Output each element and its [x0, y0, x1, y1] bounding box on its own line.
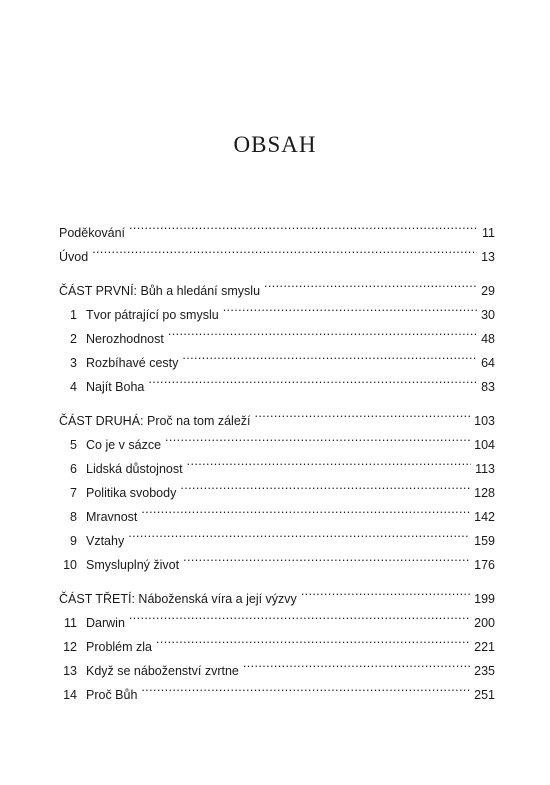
- dot-leader: [255, 401, 471, 425]
- section-spacer: [59, 261, 495, 271]
- toc-page-number: 128: [474, 486, 495, 500]
- chapter-title: Nerozhodnost: [86, 332, 164, 346]
- chapter-number: 8: [70, 510, 77, 524]
- dot-leader: [183, 545, 470, 569]
- chapter-number: 14: [63, 688, 77, 702]
- chapter-number: 4: [70, 380, 77, 394]
- toc-page-number: 142: [474, 510, 495, 524]
- chapter-title: Politika svobody: [86, 486, 177, 500]
- chapter-title: Najít Boha: [86, 380, 145, 394]
- dot-leader: [129, 603, 470, 627]
- chapter-title: Když se náboženství zvrtne: [86, 664, 239, 678]
- chapter-title: Rozbíhavé cesty: [86, 356, 179, 370]
- chapter-title: Problém zla: [86, 640, 152, 654]
- toc-page-number: 200: [474, 616, 495, 630]
- chapter-title: Smysluplný život: [86, 558, 180, 572]
- toc-page-number: 11: [482, 226, 495, 240]
- toc-part-label: ČÁST TŘETÍ: Náboženská víra a její výzvy: [59, 592, 297, 606]
- dot-leader: [223, 295, 477, 319]
- toc-part-heading: [59, 271, 495, 298]
- chapter-title: Lidská důstojnost: [86, 462, 183, 476]
- chapter-number: 3: [70, 356, 77, 370]
- toc-page-number: 103: [474, 414, 495, 428]
- toc-entry-label: Úvod: [59, 250, 89, 264]
- toc-page-number: 48: [481, 332, 495, 346]
- toc-part-label: ČÁST DRUHÁ: Proč na tom záleží: [59, 414, 251, 428]
- chapter-number: 9: [70, 534, 77, 548]
- dot-leader: [128, 521, 470, 545]
- chapter-number: 7: [70, 486, 77, 500]
- dot-leader: [141, 675, 470, 699]
- chapter-title: Vztahy: [86, 534, 125, 548]
- toc-page-number: 176: [474, 558, 495, 572]
- toc-page-number: 30: [481, 308, 495, 322]
- chapter-number: 5: [70, 438, 77, 452]
- toc-part-label: ČÁST PRVNÍ: Bůh a hledání smyslu: [59, 284, 261, 298]
- chapter-number: 11: [64, 616, 77, 630]
- dot-leader: [148, 367, 477, 391]
- toc-page-number: 251: [474, 688, 495, 702]
- toc-page-number: 64: [481, 356, 495, 370]
- chapter-title: Proč Bůh: [86, 688, 138, 702]
- dot-leader: [156, 627, 470, 651]
- chapter-title: Mravnost: [86, 510, 138, 524]
- chapter-number: 12: [63, 640, 77, 654]
- table-of-contents: [59, 213, 495, 702]
- chapter-number: 2: [70, 332, 77, 346]
- toc-page-number: 113: [475, 462, 495, 476]
- toc-page-number: 221: [474, 640, 495, 654]
- dot-leader: [141, 497, 470, 521]
- chapter-number: 13: [63, 664, 77, 678]
- toc-entry-label: Poděkování: [59, 226, 126, 240]
- chapter-number: 6: [70, 462, 77, 476]
- chapter-title: Co je v sázce: [86, 438, 162, 452]
- chapter-number: 1: [70, 308, 77, 322]
- dot-leader: [243, 651, 470, 675]
- toc-part-heading: [59, 579, 495, 606]
- toc-page-number: 159: [474, 534, 495, 548]
- toc-page-number: 29: [481, 284, 495, 298]
- dot-leader: [182, 343, 477, 367]
- chapter-number: 10: [63, 558, 77, 572]
- chapter-title: Darwin: [86, 616, 125, 630]
- chapter-title: Tvor pátrající po smyslu: [86, 308, 219, 322]
- dot-leader: [180, 473, 470, 497]
- toc-page-number: 104: [474, 438, 495, 452]
- dot-leader: [168, 319, 477, 343]
- toc-page-number: 235: [474, 664, 495, 678]
- toc-part-heading: [59, 401, 495, 428]
- toc-entry-introduction: [59, 237, 495, 264]
- toc-page-number: 83: [481, 380, 495, 394]
- dot-leader: [165, 425, 470, 449]
- page-title: OBSAH: [233, 132, 317, 158]
- toc-page-number: 13: [481, 250, 495, 264]
- dot-leader: [129, 213, 477, 237]
- dot-leader: [92, 237, 477, 261]
- toc-page-number: 199: [474, 592, 495, 606]
- dot-leader: [187, 449, 471, 473]
- dot-leader: [301, 579, 470, 603]
- dot-leader: [264, 271, 477, 295]
- toc-entry-acknowledgements: [59, 213, 495, 240]
